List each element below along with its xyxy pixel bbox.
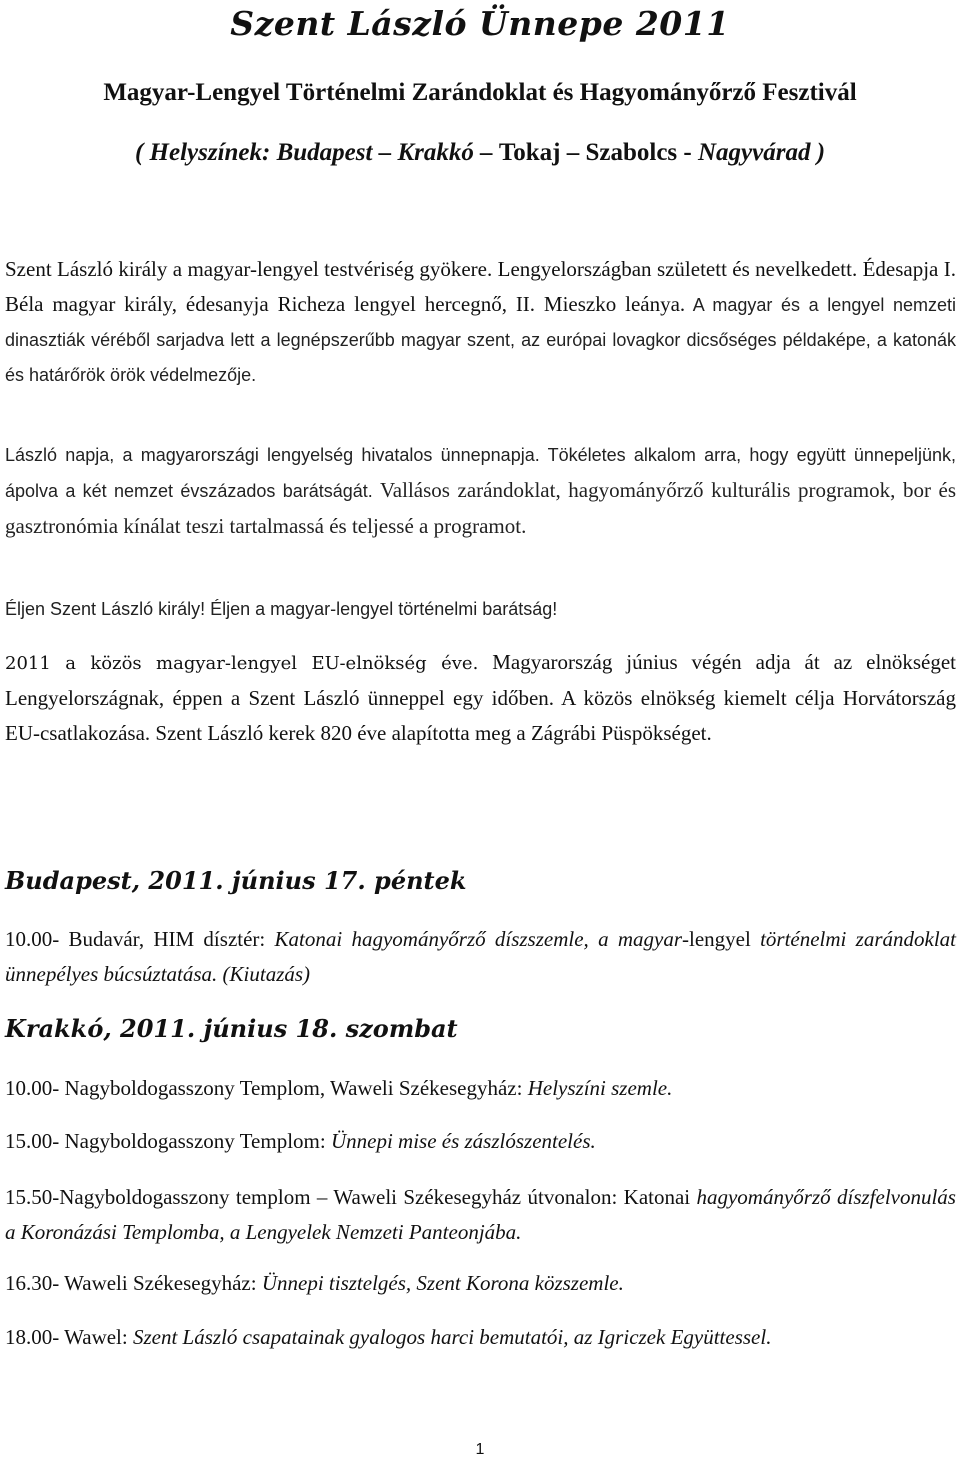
day2-event-1-time: 10.00- Nagyboldogasszony Templom, Waweli Székesegyház:: [5, 1076, 528, 1100]
intro-p4-b: Magyarország június végén adja át az elnökséget Lengyelországnak, éppen a Szent László ünneppel egy időben. A közös elnökség kiemelt célja Horvátország EU-csatlakozása. Szent László kerek 820 éve alapította meg a Zágrábi Püspökséget.: [5, 650, 956, 745]
intro-paragraph-4: [5, 645, 956, 751]
day1-event-1-desc-2: történelmi zarándoklat ünnepélyes búcsúztatása. (Kiutazás): [5, 927, 956, 986]
day2-event-5-time: 18.00- Wawel:: [5, 1325, 133, 1349]
day2-event-1: [5, 1071, 956, 1106]
day2-event-2: [5, 1124, 956, 1159]
intro-paragraph-3: Éljen Szent László király! Éljen a magyar-lengyel történelmi barátság!: [5, 599, 558, 619]
day2-event-4-time: 16.30- Waweli Székesegyház:: [5, 1271, 262, 1295]
document-subtitle: Magyar-Lengyel Történelmi Zarándoklat és Hagyományőrző Fesztivál: [103, 79, 857, 106]
locations-part-2: Tokaj – Szabolcs -: [498, 139, 698, 166]
intro-p1-sans: A magyar és a lengyel nemzeti dinasztiák véréből sarjadva lett a legnépszerűbb magyar szent, az európai lovagkor dicsőséges példaképe, a katonák és határőrök örök védelmezője.: [5, 295, 956, 385]
day2-heading: Krakkó, 2011. június 18. szombat: [5, 1014, 458, 1043]
day2-event-3-desc-a: Katonai: [623, 1185, 697, 1209]
day1-event-1-time: 10.00- Budavár, HIM dísztér:: [5, 927, 275, 951]
intro-p4-a: 2011 a közös magyar-lengyel EU-elnökség éve.: [5, 653, 479, 674]
document-title: Szent László Ünnepe 2011: [230, 4, 730, 43]
day2-event-4: [5, 1266, 956, 1301]
day1-event-1-desc: Katonai hagyományőrző díszszemle, a magyar: [274, 927, 682, 951]
day2-event-5: [5, 1320, 956, 1355]
day2-event-2-desc: Ünnepi mise és zászlószentelés.: [330, 1129, 596, 1153]
day1-heading: Budapest, 2011. június 17. péntek: [5, 866, 467, 895]
intro-paragraph-2: [5, 438, 956, 545]
locations-line: [0, 136, 960, 170]
intro-p1-serif: Szent László király a magyar-lengyel testvériség gyökere. Lengyelországban született és nevelkedett. Édesapja I. Béla magyar király, édesanyja Richeza lengyel hercegnő, II. Mieszko leánya.: [5, 257, 956, 316]
day2-event-5-desc: Szent László csapatainak gyalogos harci bemutatói, az Igriczek Együttessel.: [132, 1325, 772, 1349]
page-number: 1: [475, 1441, 485, 1458]
intro-paragraph-1: [5, 252, 956, 393]
intro-p2-a: László napja, a magyarországi lengyelség hivatalos ünnepnapja. Tökéletes alkalom arra, hogy együtt ünnepeljünk, ápolva a két nemzet évszázados barátságát.: [5, 445, 956, 501]
locations-part-3: Nagyvárad ): [697, 139, 826, 166]
day2-event-4-desc: Ünnepi tisztelgés, Szent Korona közszemle.: [261, 1271, 624, 1295]
locations-part-1: ( Helyszínek: Budapest – Krakkó –: [134, 139, 499, 166]
intro-p2-b: Vallásos zarándoklat, hagyományőrző kulturális programok, bor és gasztronómia kínálat teszi tartalmassá és teljessé a programot.: [5, 478, 956, 538]
day2-event-3-time: 15.50-Nagyboldogasszony templom – Waweli Székesegyház útvonalon:: [5, 1185, 624, 1209]
day2-event-2-time: 15.00- Nagyboldogasszony Templom:: [5, 1129, 331, 1153]
day1-event-1-mid: -lengyel: [682, 927, 761, 951]
day2-event-3: [5, 1180, 956, 1250]
day2-event-3-desc-b: hagyományőrző díszfelvonulás a Koronázási Templomba, a Lengyelek Nemzeti Panteonjába.: [5, 1185, 956, 1244]
day2-event-1-desc: Helyszíni szemle.: [527, 1076, 673, 1100]
day1-event-1: [5, 922, 956, 992]
